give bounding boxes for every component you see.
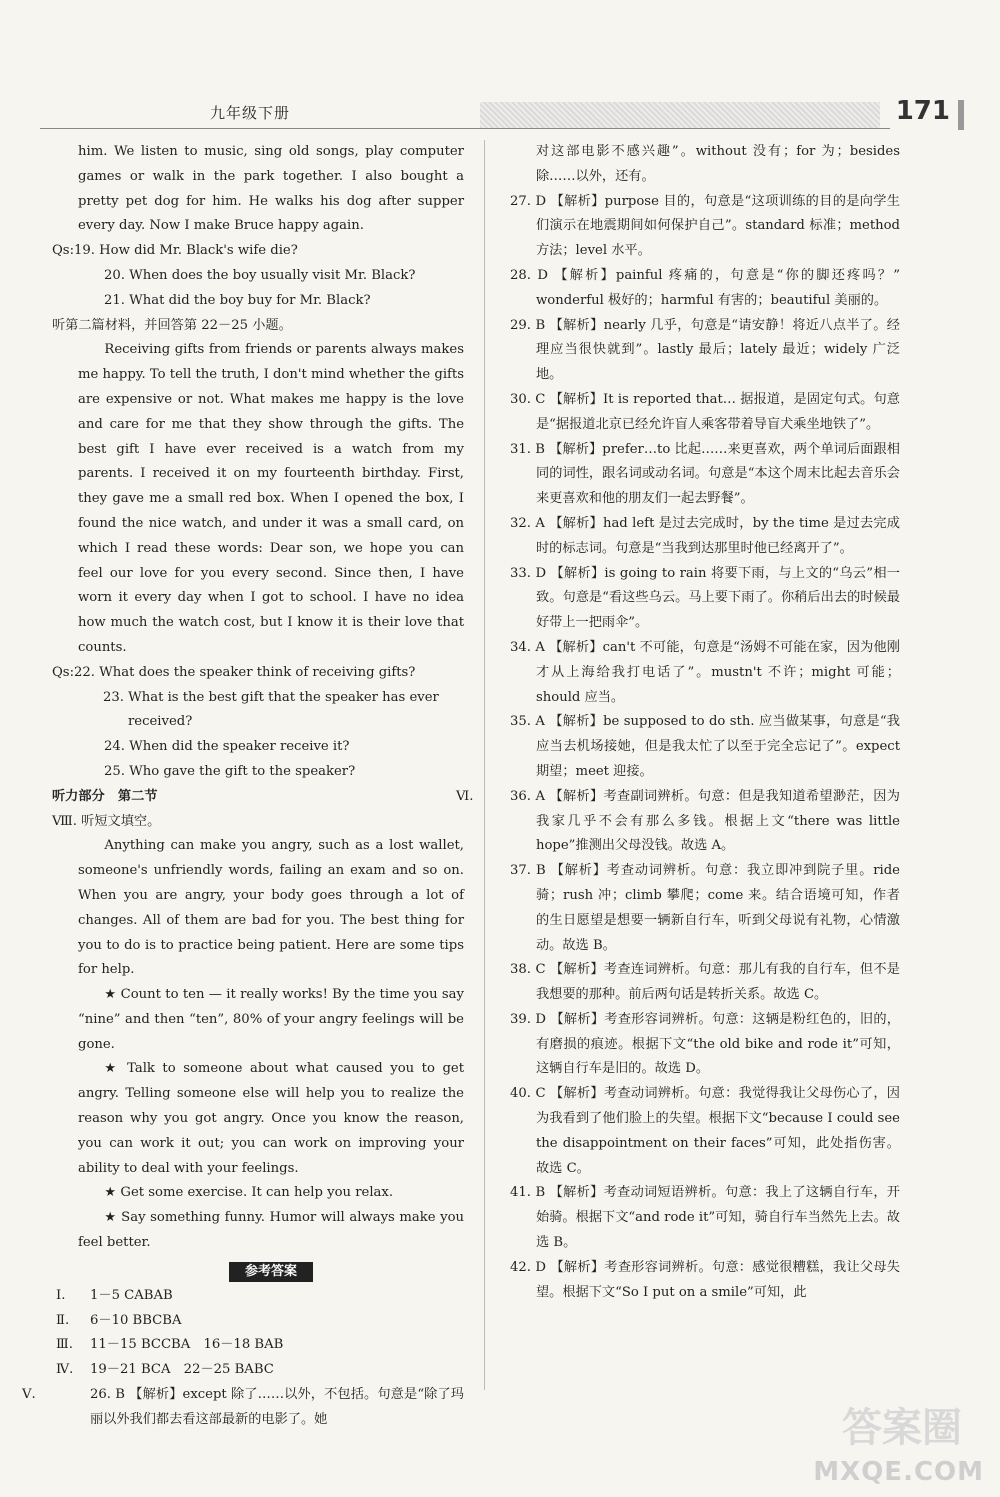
page-number-bar — [958, 100, 964, 130]
answer-31: 31. B 【解析】prefer…to 比起……来更喜欢，两个单词后面跟相同的词性，跟名词或动名词。句意是“本这个周末比起去音乐会来更喜欢和他的朋友们一起去野餐”。 — [510, 441, 900, 507]
question-19: Qs:19. How did Mr. Black's wife die? — [52, 243, 298, 259]
answer-39: 39. D 【解析】考查形容词辨析。句意：这辆是粉红色的，旧的，有磨损的痕迹。根据下文“the old bike and rode it”可知，这辆自行车是旧的。故选 D。 — [510, 1011, 900, 1077]
answer-32: 32. A 【解析】had left 是过去完成时，by the time 是过去完成时的标志词。句意是“当我到达那里时他已经离开了”。 — [510, 515, 900, 556]
answer-34: 34. A 【解析】can't 不可能，句意是“汤姆不可能在家，因为他刚才从上海给我打电话了”。mustn't 不许；might 可能；should 应当。 — [510, 639, 900, 705]
watermark — [772, 1405, 992, 1491]
answer-26-continued: 对这部电影不感兴趣”。without 没有；for 为；besides 除……以外，还有。 — [536, 144, 900, 184]
answer-35: 35. A 【解析】be supposed to do sth. 应当做某事，句意是“我应当去机场接她，但是我太忙了以至于完全忘记了”。expect 期望；meet 迎接。 — [510, 714, 900, 779]
question-25: 25. Who gave the gift to the speaker? — [104, 763, 356, 779]
answer-row: Ⅳ. 19－21 BCA 22－25 BABC — [56, 1362, 274, 1378]
answer-29: 29. B 【解析】nearly 几乎，句意是“请安静！将近八点半了。经理应当很快就到”。lastly 最后；lately 最近；widely 广泛地。 — [510, 317, 900, 383]
answer-27: 27. D 【解析】purpose 目的，句意是“这项训练的目的是向学生们演示在地震期间如何保护自己”。standard 标准；method 方法；level 水平。 — [510, 193, 900, 259]
left-column — [22, 140, 464, 1433]
answer-row-v: Ⅴ. 26. B 【解析】except 除了……以外，不包括。句意是“除了玛丽以外我们都去看这部最新的电影了。她 — [22, 1387, 464, 1427]
page-number: 171 — [895, 96, 950, 126]
answer-key-title: 参考答案 — [229, 1262, 313, 1282]
listening-passage-1-end: him. We listen to music, sing old songs, play computer games or walk in the park together. I also bought a pretty pet dog for him. He walks his dog after supper every day. Now I make Bruce happy again. — [78, 144, 464, 234]
header-rule — [40, 128, 890, 129]
watermark-site: MXQE.COM — [813, 1457, 984, 1487]
answer-26: 26. B 【解析】except 除了……以外，不包括。句意是“除了玛丽以外我们都去看这部最新的电影了。她 — [90, 1387, 464, 1427]
answer-33: 33. D 【解析】is going to rain 将要下雨，与上文的“乌云”相一致。句意是“看这些乌云。马上要下雨了。你稍后出去的时候最好带上一把雨伞”。 — [510, 565, 900, 631]
passage-3-paragraph-1: Anything can make you angry, such as a lost wallet, someone's unfriendly words, failing an exam and so on. When you are angry, your body goes through a lot of changes. All of them are bad for you. The best thing for you to do is to practice being patient. Here are some tips for help. — [78, 838, 464, 978]
answer-28: 28. D 【解析】painful 疼痛的，句意是“你的脚还疼吗？” wonderful 极好的；harmful 有害的；beautiful 美丽的。 — [510, 267, 900, 308]
column-divider — [484, 140, 485, 1390]
question-23: 23. What is the best gift that the speaker has ever received? — [103, 689, 439, 730]
answer-38: 38. C 【解析】考查连词辨析。句意：那儿有我的自行车，但不是我想要的那种。前后两句话是转折关系。故选 C。 — [510, 962, 900, 1003]
answer-30: 30. C 【解析】It is reported that… 据报道，是固定句式。句意是“据报道北京已经允许盲人乘客带着导盲犬乘坐地铁了”。 — [510, 391, 900, 432]
section-heading: 听力部分 第二节 — [52, 788, 158, 804]
right-column — [456, 140, 900, 1305]
question-21: 21. What did the boy buy for Mr. Black? — [104, 292, 371, 308]
watermark-logo: 答案圈 — [842, 1405, 962, 1451]
section-viii-title: Ⅷ. 听短文填空。 — [52, 813, 161, 829]
passage-3-tip-4: ★ Say something funny. Humor will always make you feel better. — [78, 1210, 464, 1251]
header-decoration — [480, 102, 880, 128]
answer-40: 40. C 【解析】考查动词辨析。句意：我觉得我让父母伤心了，因为我看到了他们脸上的失望。根据下文“because I could see the disappointment on their faces”可知，此处指伤害。故选 C。 — [510, 1086, 900, 1176]
header-title: 九年级下册 — [210, 104, 291, 122]
listening-passage-2: Receiving gifts from friends or parents always makes me happy. To tell the truth, I don't mind whether the gifts are expensive or not. What makes me happy is the love and care for me that they show through the gifts. The best gift I have ever received is a watch from my parents. I received it on my fourteenth birthday. First, they gave me a small red box. When I opened the box, I found the nice watch, and under it was a small card, on which I read these words: Dear son, we hope you can feel our love for you every second. Since then, I have worn it every day when I got to school. I have no idea how much the watch cost, but I know it is their love that counts. — [78, 342, 464, 655]
question-20: 20. When does the boy usually visit Mr. Black? — [104, 267, 416, 283]
question-22: Qs:22. What does the speaker think of receiving gifts? — [52, 664, 416, 680]
answer-row: Ⅱ. 6－10 BBCBA — [56, 1312, 182, 1328]
answer-row: Ⅲ. 11－15 BCCBA 16－18 BAB — [56, 1337, 284, 1353]
answer-42: 42. D 【解析】考查形容词辨析。句意：感觉很糟糕，我让父母失望。根据下文“So I put on a smile”可知，此 — [510, 1259, 900, 1300]
passage-3-tip-1: ★ Count to ten — it really works! By the time you say “nine” and then “ten”, 80% of your angry feelings will be gone. — [78, 987, 464, 1052]
passage-3-tip-2: ★ Talk to someone about what caused you to get angry. Telling someone else will help you to realize the reason why you got angry. Once you know the reason, you can work it out; you can work on improving your ability to deal with your feelings. — [78, 1061, 464, 1176]
passage-3-tip-3: ★ Get some exercise. It can help you relax. — [104, 1185, 394, 1201]
answer-36: Ⅵ. 36. A 【解析】考查副词辨析。句意：但是我知道希望渺茫，因为我家几乎不会有那么多钱。根据上文“there was little hope”推测出父母没钱。故选 A。 — [456, 788, 900, 854]
question-24: 24. When did the speaker receive it? — [104, 739, 350, 755]
answer-37: 37. B 【解析】考查动词辨析。句意：我立即冲到院子里。ride 骑；rush 冲；climb 攀爬；come 来。结合语境可知，作者的生日愿望是想要一辆新自行车，听到父母说有礼物，心情激动。故选 B。 — [510, 863, 900, 953]
page-header — [40, 98, 960, 134]
answer-41: 41. B 【解析】考查动词短语辨析。句意：我上了这辆自行车，开始骑。根据下文“and rode it”可知，骑自行车当然先上去。故选 B。 — [510, 1185, 900, 1251]
answer-row: Ⅰ. 1－5 CABAB — [56, 1287, 173, 1303]
passage-2-instruction: 听第二篇材料，并回答第 22－25 小题。 — [52, 317, 292, 333]
